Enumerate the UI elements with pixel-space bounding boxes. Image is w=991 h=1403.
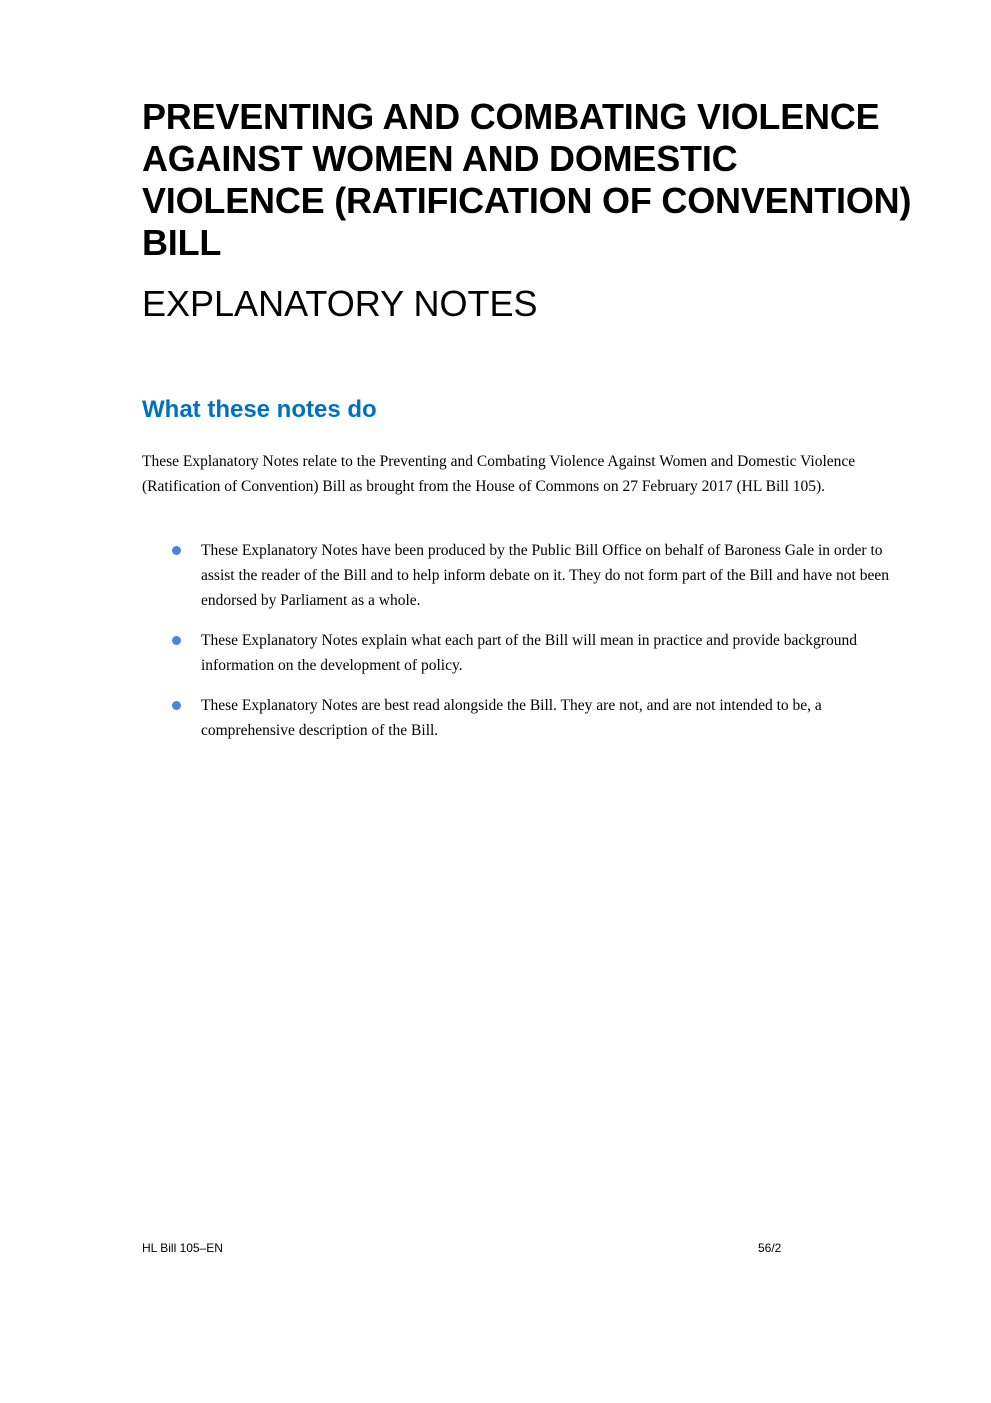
bullet-item bbox=[170, 538, 890, 613]
bullet-dot-icon bbox=[172, 636, 181, 645]
footer-bill-reference: HL Bill 105–EN bbox=[142, 1241, 223, 1255]
footer-page-code: 56/2 bbox=[758, 1241, 782, 1255]
document-subtitle: EXPLANATORY NOTES bbox=[142, 283, 538, 324]
bullet-item bbox=[170, 628, 890, 678]
bullet-list bbox=[170, 538, 890, 758]
bullet-text: These Explanatory Notes are best read alongside the Bill. They are not, and are not intended to be, a comprehensive description of the Bill. bbox=[201, 697, 822, 739]
bullet-dot-icon bbox=[172, 701, 181, 710]
bullet-item bbox=[170, 693, 890, 743]
document-title: PREVENTING AND COMBATING VIOLENCE AGAINST WOMEN AND DOMESTIC VIOLENCE (RATIFICATION OF CONVENTION) BILL bbox=[142, 96, 912, 263]
bullet-text: These Explanatory Notes explain what each part of the Bill will mean in practice and provide background information on the development of policy. bbox=[201, 632, 857, 674]
bullet-text: These Explanatory Notes have been produced by the Public Bill Office on behalf of Baroness Gale in order to assist the reader of the Bill and to help inform debate on it. They do not form part of the Bill and have not been endorsed by Parliament as a whole. bbox=[201, 542, 889, 609]
bullet-dot-icon bbox=[172, 546, 181, 555]
intro-paragraph: These Explanatory Notes relate to the Preventing and Combating Violence Against Women and Domestic Violence (Ratification of Convention) Bill as brought from the House of Commons on 27 February 2017 (HL Bill 105). bbox=[142, 453, 856, 495]
section-heading: What these notes do bbox=[142, 396, 377, 423]
